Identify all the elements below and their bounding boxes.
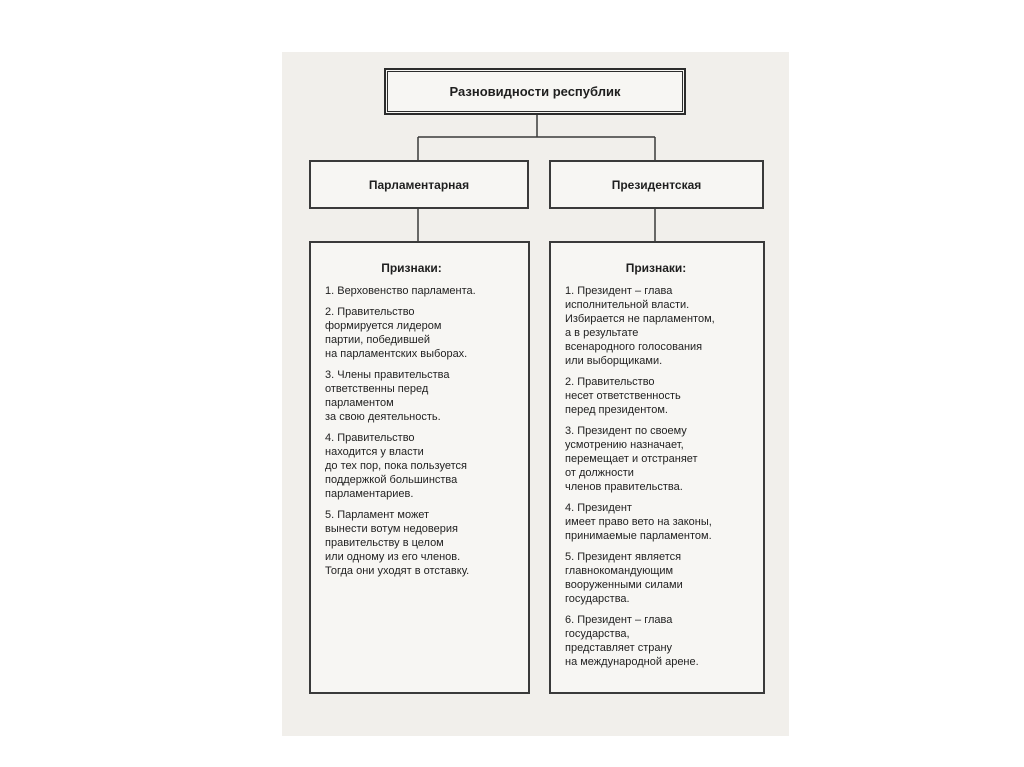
parliamentary-feature-1: 1. Верховенство парламента. xyxy=(325,285,476,297)
presidential-feature-1: 1. Президент – глава исполнительной власти. Избирается не парламентом, а в результате всенародного голосования или выборщиками. xyxy=(565,285,715,367)
parliamentary-feature-4: 4. Правительство находится у власти до тех пор, пока пользуется поддержкой большинства парламентариев. xyxy=(325,432,467,500)
parliamentary-features-box xyxy=(309,241,530,694)
features-heading: Признаки: xyxy=(381,261,442,275)
presidential-feature-2: 2. Правительство несет ответственность перед президентом. xyxy=(565,376,681,416)
presidential-type-box xyxy=(549,160,764,209)
parliamentary-type-box xyxy=(309,160,529,209)
presidential-feature-3: 3. Президент по своему усмотрению назначает, перемещает и отстраняет от должности членов правительства. xyxy=(565,425,698,493)
diagram-title: Разновидности республик xyxy=(449,84,621,99)
presidential-type-label: Президентская xyxy=(611,177,702,192)
parliamentary-type-label: Парламентарная xyxy=(368,177,470,192)
presidential-features-box xyxy=(549,241,765,694)
presidential-feature-6: 6. Президент – глава государства, представляет страну на международной арене. xyxy=(565,614,699,668)
parliamentary-feature-5: 5. Парламент может вынести вотум недоверия правительству в целом или одному из его членов. Тогда они уходят в отставку. xyxy=(325,509,470,577)
presidential-feature-4: 4. Президент имеет право вето на законы, принимаемые парламентом. xyxy=(565,502,712,542)
diagram-title-box xyxy=(385,69,685,114)
parliamentary-feature-3: 3. Члены правительства ответственны перед парламентом за свою деятельность. xyxy=(325,369,450,423)
parliamentary-feature-2: 2. Правительство формируется лидером партии, победившей на парламентских выборах. xyxy=(325,306,468,360)
features-heading: Признаки: xyxy=(625,261,687,275)
presidential-feature-5: 5. Президент является главнокомандующим вооруженными силами государства. xyxy=(565,551,683,605)
